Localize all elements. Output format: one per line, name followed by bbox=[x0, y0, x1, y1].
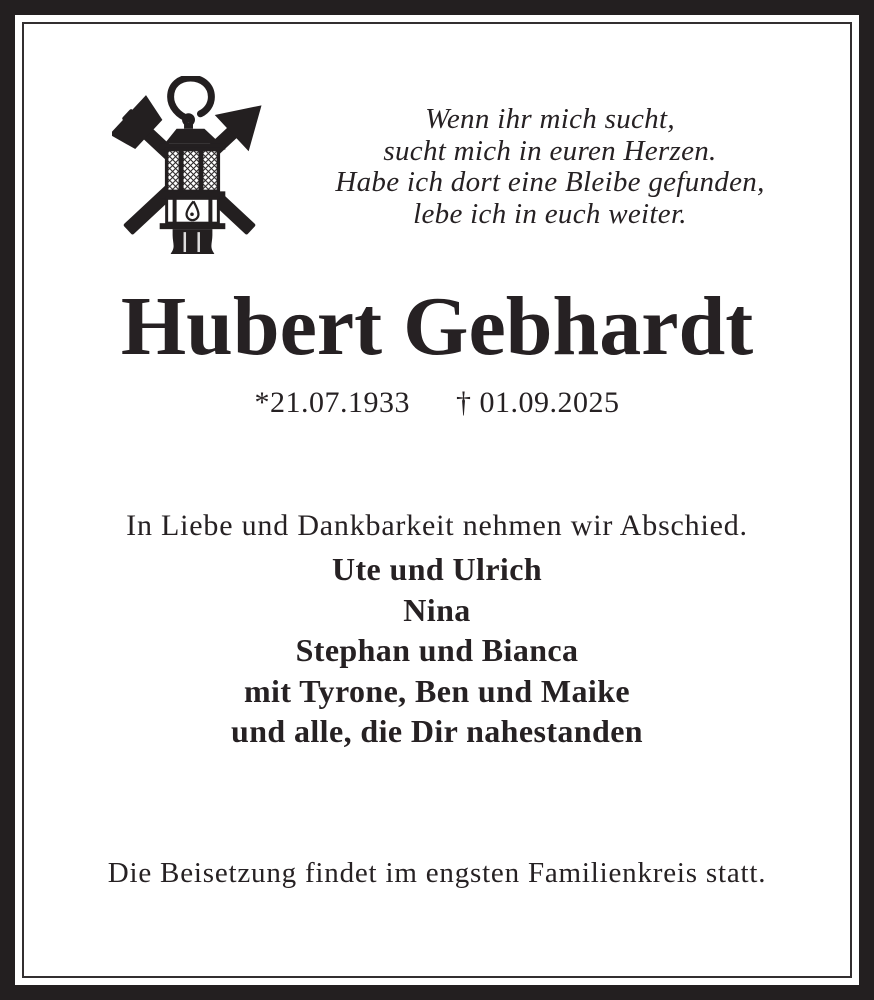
mourner-line: mit Tyrone, Ben und Maike bbox=[243, 672, 631, 709]
funeral-note: Die Beisetzung findet im engsten Familienkreis statt. bbox=[107, 857, 767, 889]
poem-line: sucht mich in euren Herzen. bbox=[383, 134, 717, 167]
poem-line: Wenn ihr mich sucht, bbox=[425, 103, 675, 135]
death-date: † 01.09.2025 bbox=[456, 386, 620, 419]
farewell-line: In Liebe und Dankbarkeit nehmen wir Abschied. bbox=[126, 509, 748, 542]
poem-line: lebe ich in euch weiter. bbox=[413, 197, 687, 230]
mourners-list bbox=[24, 549, 850, 752]
memorial-poem bbox=[310, 104, 790, 230]
miners-lamp-emblem bbox=[112, 76, 273, 255]
mining-lamp-icon bbox=[160, 78, 226, 254]
deceased-name: Hubert Gebhardt bbox=[120, 280, 754, 373]
birth-date: *21.07.1933 bbox=[254, 386, 410, 419]
mourner-line: und alle, die Dir nahestanden bbox=[231, 713, 643, 749]
poem-line: Habe ich dort eine Bleibe gefunden, bbox=[335, 166, 765, 198]
life-dates bbox=[24, 388, 850, 418]
mourner-line: Stephan und Bianca bbox=[295, 632, 579, 668]
mourner-line: Ute und Ulrich bbox=[331, 551, 543, 587]
mourner-line: Nina bbox=[403, 591, 471, 628]
